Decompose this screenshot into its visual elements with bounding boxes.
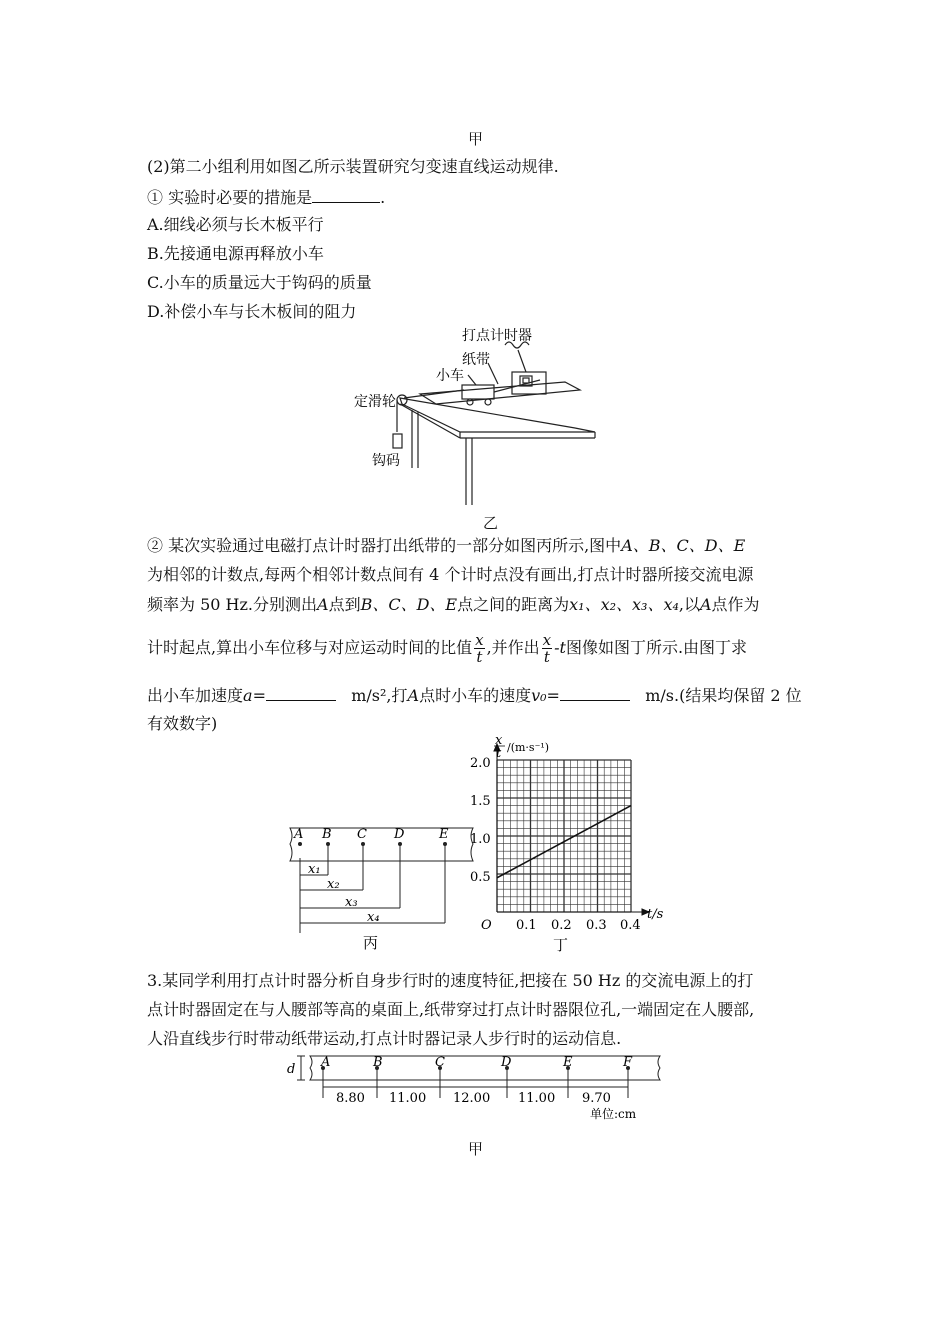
x-tick-4: 0.4 <box>620 918 641 933</box>
figure-caption-yi: 乙 <box>483 514 499 532</box>
text-segment-italic: A、B、C、D、E <box>621 536 746 555</box>
tape-point-b: B <box>322 827 332 842</box>
text-segment: 图像如图丁所示.由图丁求 <box>565 638 748 657</box>
text-segment-italic: -t <box>554 638 566 657</box>
answer-blank-1[interactable] <box>312 186 380 203</box>
y-label-denominator: t <box>496 746 502 761</box>
y-tick-3: 1.5 <box>470 794 491 809</box>
text-segment: 计时起点,算出小车位移与对应运动时间的比值 <box>147 638 473 657</box>
label-x4: x₄ <box>367 910 380 925</box>
segment-ab: 8.80 <box>336 1091 365 1106</box>
unit-label: 单位:cm <box>590 1107 637 1121</box>
q2-2-line1 <box>147 535 745 557</box>
segment-ef: 9.70 <box>582 1091 611 1106</box>
tape-point-a: A <box>294 827 304 842</box>
text-segment: 点之间的距离为 <box>457 595 570 614</box>
text-segment: ② 某次实验通过电磁打点计时器打出纸带的一部分如图丙所示,图中 <box>147 536 622 555</box>
fraction-x-over-t <box>474 632 484 665</box>
q3-line3: 人沿直线步行时带动纸带运动,打点计时器记录人步行时的运动信息. <box>147 1029 622 1048</box>
label-weight: 钩码 <box>372 453 400 469</box>
tape2-point-c: C <box>435 1055 445 1070</box>
q3-line2: 点计时器固定在与人腰部等高的桌面上,纸带穿过打点计时器限位孔,一端固定在人腰部, <box>147 1000 755 1019</box>
text-segment: ,并作出 <box>486 638 540 657</box>
apparatus-figure <box>340 320 610 530</box>
fraction-denominator: t <box>543 648 550 666</box>
tape2-point-e: E <box>563 1055 573 1070</box>
x-tick-1: 0.1 <box>516 918 537 933</box>
tape2-point-d: D <box>501 1055 512 1070</box>
option-a: A.细线必须与长木板平行 <box>147 215 324 234</box>
q2-sub1-prefix: ① 实验时必要的措施是 <box>147 188 313 207</box>
text-segment: 出小车加速度 <box>147 686 244 705</box>
segment-cd: 12.00 <box>453 1091 491 1106</box>
text-segment: 点作为 <box>711 595 760 614</box>
x-axis-label: t/s <box>647 907 664 922</box>
table-top <box>400 398 595 432</box>
text-segment-italic: B、C、D、E <box>360 595 458 614</box>
tape2-d-label: d <box>287 1062 296 1077</box>
weight <box>393 434 402 448</box>
q2-intro: (2)第二小组利用如图乙所示装置研究匀变速直线运动规律. <box>147 157 559 176</box>
answer-blank-acceleration[interactable] <box>266 684 336 701</box>
text-segment: m/s.(结果均保留 2 位 <box>645 686 802 705</box>
text-segment-italic: A <box>317 595 329 614</box>
cart <box>462 385 494 399</box>
text-segment: m/s²,打 <box>351 686 408 705</box>
figure-caption-jia-bottom: 甲 <box>468 1140 484 1158</box>
option-b: B.先接通电源再释放小车 <box>147 244 324 263</box>
tape2-point-f: F <box>623 1055 633 1070</box>
y-tick-4: 2.0 <box>470 756 491 771</box>
text-segment-italic: v₀ <box>531 686 547 705</box>
text-segment-italic: A <box>407 686 420 705</box>
y-tick-1: 0.5 <box>470 870 491 885</box>
answer-blank-v0[interactable] <box>560 684 630 701</box>
q2-2-line4 <box>147 630 747 666</box>
xt-t-chart <box>465 732 680 957</box>
q2-2-line6: 有效数字) <box>147 714 218 733</box>
text-segment: = <box>546 686 560 705</box>
tape-point-e: E <box>439 827 449 842</box>
label-pulley: 定滑轮 <box>354 394 396 410</box>
q2-2-line5 <box>147 684 802 707</box>
q2-2-line2: 为相邻的计数点,每两个相邻计数点间有 4 个计时点没有画出,打点计时器所接交流电源 <box>147 565 754 584</box>
q2-2-line3 <box>147 594 760 616</box>
fraction-numerator: x <box>475 631 484 649</box>
figure-caption-ding: 丁 <box>553 936 569 954</box>
figure-caption-bing: 丙 <box>363 934 379 952</box>
option-c: C.小车的质量远大于钩码的质量 <box>147 273 372 292</box>
label-x3: x₃ <box>345 895 358 910</box>
text-segment: 频率为 50 Hz.分别测出 <box>147 595 318 614</box>
tape2-point-a: A <box>321 1055 331 1070</box>
segment-de: 11.00 <box>518 1091 556 1106</box>
text-segment-italic: a <box>243 686 253 705</box>
label-tape: 纸带 <box>462 352 490 368</box>
x-tick-2: 0.2 <box>551 918 572 933</box>
text-segment: 点时小车的速度 <box>419 686 532 705</box>
fraction-numerator: x <box>542 631 552 649</box>
segment-bc: 11.00 <box>389 1091 427 1106</box>
q2-sub1 <box>147 186 385 209</box>
text-segment: ,以 <box>678 595 700 614</box>
y-label-numerator: x <box>495 733 503 748</box>
tape2-point-b: B <box>373 1055 383 1070</box>
tape-point-c: C <box>357 827 367 842</box>
text-segment-italic: x₁、x₂、x₃、x₄ <box>569 595 679 614</box>
label-timer: 打点计时器 <box>462 328 532 344</box>
q2-sub1-suffix: . <box>380 188 386 207</box>
x-tick-3: 0.3 <box>586 918 607 933</box>
label-x2: x₂ <box>327 877 340 892</box>
fraction-denominator: t <box>476 648 483 666</box>
q3-line1: 3.某同学利用打点计时器分析自身步行时的速度特征,把接在 50 Hz 的交流电源上的打 <box>147 971 754 990</box>
option-d: D.补偿小车与长木板间的阻力 <box>147 302 357 321</box>
figure-caption-jia-top: 甲 <box>468 130 484 148</box>
fraction-x-over-t-2 <box>542 632 552 665</box>
text-segment: 点到 <box>328 595 361 614</box>
y-label-unit: /(m·s⁻¹) <box>507 741 550 754</box>
text-segment-italic: A <box>699 595 712 614</box>
label-x1: x₁ <box>308 862 321 877</box>
tape-figure-q3 <box>285 1052 665 1124</box>
tape-point-d: D <box>394 827 405 842</box>
label-cart: 小车 <box>436 368 464 384</box>
origin-label: O <box>481 918 492 933</box>
tape-figure-bing <box>285 820 475 955</box>
text-segment: = <box>252 686 266 705</box>
y-tick-2: 1.0 <box>470 832 491 847</box>
